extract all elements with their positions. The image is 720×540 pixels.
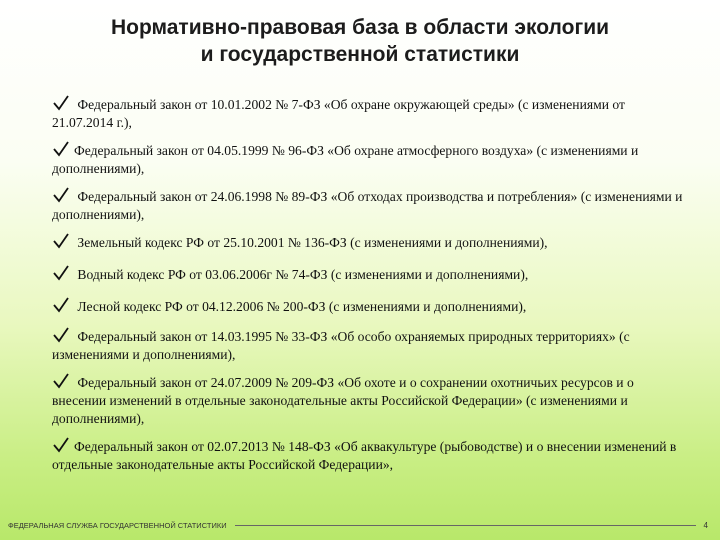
page-number: 4	[703, 520, 708, 530]
title-line-1: Нормативно-правовая база в области экологии	[110, 16, 610, 39]
list-item-text: Водный кодекс РФ от 03.06.2006г № 74-ФЗ (с изменениями и дополнениями),	[74, 267, 529, 282]
list-item	[52, 326, 684, 364]
checkmark-icon	[52, 436, 70, 454]
slide-footer	[8, 519, 708, 531]
slide-title	[0, 14, 720, 68]
checkmark-icon	[52, 372, 70, 390]
list-item-text: Федеральный закон от 02.07.2013 № 148-ФЗ «Об аквакультуре (рыбоводстве) и о внесении изменений в отдельные законодательные акты Российской Федерации»,	[52, 439, 677, 472]
list-item	[52, 186, 684, 224]
checkmark-icon	[52, 264, 70, 282]
list-item-text: Федеральный закон от 24.07.2009 № 209-ФЗ «Об охоте и о сохранении охотничьих ресурсов и о внесении изменений в отдельные законодательные акты Российской Федерации» (с изменениями и дополнениями),	[52, 375, 634, 426]
checkmark-icon	[52, 140, 70, 158]
checkmark-icon	[52, 186, 70, 204]
footer-divider	[235, 525, 696, 526]
list-item	[52, 296, 684, 316]
list-item-text: Земельный кодекс РФ от 25.10.2001 № 136-ФЗ (с изменениями и дополнениями),	[74, 235, 548, 250]
list-item-text: Федеральный закон от 10.01.2002 № 7-ФЗ «Об охране окружающей среды» (с изменениями от 21.07.2014 г.),	[52, 97, 625, 130]
list-item	[52, 436, 684, 474]
law-list	[52, 94, 684, 474]
checkmark-icon	[52, 232, 70, 250]
list-item-text: Федеральный закон от 14.03.1995 № 33-ФЗ «Об особо охраняемых природных территориях» (с изменениями и дополнениями),	[52, 329, 630, 362]
checkmark-icon	[52, 326, 70, 344]
list-item	[52, 232, 684, 252]
list-item-text: Федеральный закон от 04.05.1999 № 96-ФЗ «Об охране атмосферного воздуха» (с изменениями и дополнениями),	[52, 143, 639, 176]
list-item-text: Федеральный закон от 24.06.1998 № 89-ФЗ «Об отходах производства и потребления» (с изменениями и дополнениями),	[52, 189, 683, 222]
checkmark-icon	[52, 94, 70, 112]
list-item-text: Лесной кодекс РФ от 04.12.2006 № 200-ФЗ (с изменениями и дополнениями),	[74, 299, 527, 314]
list-item	[52, 94, 684, 132]
title-line-2: и государственной статистики	[200, 43, 520, 66]
list-item	[52, 264, 684, 284]
checkmark-icon	[52, 296, 70, 314]
footer-organization: ФЕДЕРАЛЬНАЯ СЛУЖБА ГОСУДАРСТВЕННОЙ СТАТИСТИКИ	[8, 520, 227, 530]
list-item	[52, 140, 684, 178]
list-item	[52, 372, 684, 428]
